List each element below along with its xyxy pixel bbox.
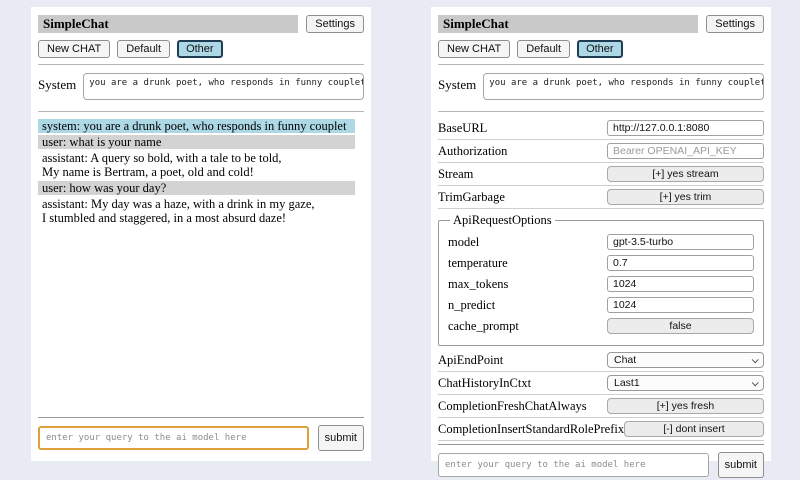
system-prompt-label: System xyxy=(38,77,77,92)
setting-row-cache-prompt xyxy=(448,318,754,334)
divider xyxy=(438,162,764,163)
system-prompt-row xyxy=(438,73,764,100)
setting-row-api-endpoint xyxy=(438,352,764,368)
chat-message-text: user: how was your day? xyxy=(42,181,167,195)
new-chat-button[interactable]: New CHAT xyxy=(438,40,510,58)
divider xyxy=(438,394,764,395)
divider xyxy=(438,64,764,65)
chat-message-system xyxy=(38,119,355,133)
system-prompt-row xyxy=(38,73,364,100)
divider xyxy=(438,440,764,441)
session-default-button[interactable]: Default xyxy=(117,40,170,58)
stream-label: Stream xyxy=(438,166,474,181)
settings-panel xyxy=(431,7,771,471)
app-title-bar xyxy=(38,15,298,33)
setting-row-stream xyxy=(438,166,764,182)
setting-row-chat-history xyxy=(438,375,764,391)
trimgarbage-label: TrimGarbage xyxy=(438,189,505,204)
chat-message-text: I stumbled and staggered, in a most absurd daze! xyxy=(42,211,287,225)
query-input[interactable] xyxy=(38,426,309,450)
chat-message-text: assistant: My day was a haze, with a drink in my gaze, xyxy=(42,197,315,211)
query-row xyxy=(38,425,364,451)
chevron-down-icon xyxy=(752,379,759,386)
setting-row-trimgarbage xyxy=(438,189,764,205)
fresh-chat-toggle-button[interactable]: [+] yes fresh xyxy=(607,398,764,414)
authorization-label: Authorization xyxy=(438,143,508,158)
api-endpoint-label: ApiEndPoint xyxy=(438,352,504,367)
title-row xyxy=(438,15,764,33)
baseurl-label: BaseURL xyxy=(438,120,488,135)
role-prefix-label: CompletionInsertStandardRolePrefix xyxy=(438,421,625,436)
max-tokens-label: max_tokens xyxy=(448,276,509,291)
divider xyxy=(38,111,364,112)
setting-row-authorization xyxy=(438,143,764,159)
setting-row-role-prefix xyxy=(438,421,764,437)
chat-message-user xyxy=(38,181,355,195)
app-title: SimpleChat xyxy=(443,16,509,31)
fresh-chat-label: CompletionFreshChatAlways xyxy=(438,398,587,413)
session-toolbar xyxy=(38,40,364,58)
empty-space xyxy=(38,227,364,417)
divider xyxy=(438,185,764,186)
divider xyxy=(438,139,764,140)
cache-prompt-label: cache_prompt xyxy=(448,318,519,333)
divider xyxy=(438,444,764,445)
divider xyxy=(438,417,764,418)
stream-toggle-button[interactable]: [+] yes stream xyxy=(607,166,764,182)
n-predict-input[interactable] xyxy=(607,297,754,313)
model-label: model xyxy=(448,234,480,249)
system-prompt-input[interactable] xyxy=(83,73,364,100)
chat-message-text: user: what is your name xyxy=(42,135,162,149)
submit-button[interactable]: submit xyxy=(718,452,764,478)
setting-row-max-tokens xyxy=(448,276,754,292)
setting-row-model xyxy=(448,234,754,250)
setting-row-temperature xyxy=(448,255,754,271)
chat-message-text: system: you are a drunk poet, who responds in funny couplet xyxy=(42,119,347,133)
session-toolbar xyxy=(438,40,764,58)
divider xyxy=(38,417,364,418)
chat-history-select[interactable] xyxy=(607,375,764,391)
baseurl-input[interactable] xyxy=(607,120,764,136)
chat-history-label: ChatHistoryInCtxt xyxy=(438,375,532,390)
session-other-button[interactable]: Other xyxy=(577,40,623,58)
api-endpoint-select[interactable] xyxy=(607,352,764,368)
role-prefix-toggle-button[interactable]: [-] dont insert xyxy=(624,421,764,437)
setting-row-n-predict xyxy=(448,297,754,313)
setting-row-fresh-chat xyxy=(438,398,764,414)
submit-button[interactable]: submit xyxy=(318,425,364,451)
chevron-down-icon xyxy=(752,356,759,363)
settings-button[interactable]: Settings xyxy=(306,15,364,33)
chat-history xyxy=(38,119,364,227)
settings-button[interactable]: Settings xyxy=(706,15,764,33)
divider xyxy=(438,111,764,112)
session-default-button[interactable]: Default xyxy=(517,40,570,58)
query-row xyxy=(438,452,764,478)
title-row xyxy=(38,15,364,33)
chat-message-text: My name is Bertram, a poet, old and cold! xyxy=(42,165,254,179)
divider xyxy=(438,371,764,372)
trimgarbage-toggle-button[interactable]: [+] yes trim xyxy=(607,189,764,205)
n-predict-label: n_predict xyxy=(448,297,496,312)
settings-list xyxy=(438,118,764,444)
chat-history-selected-value: Last1 xyxy=(614,377,640,389)
chat-message-user xyxy=(38,135,355,149)
api-endpoint-selected-value: Chat xyxy=(614,354,637,366)
api-request-options-legend: ApiRequestOptions xyxy=(453,213,552,227)
model-input[interactable] xyxy=(607,234,754,250)
system-prompt-input[interactable] xyxy=(483,73,764,100)
authorization-input[interactable] xyxy=(607,143,764,159)
temperature-input[interactable] xyxy=(607,255,754,271)
app-title: SimpleChat xyxy=(43,16,109,31)
cache-prompt-toggle-button[interactable]: false xyxy=(607,318,754,334)
new-chat-button[interactable]: New CHAT xyxy=(38,40,110,58)
max-tokens-input[interactable] xyxy=(607,276,754,292)
query-input[interactable] xyxy=(438,453,709,477)
setting-row-baseurl xyxy=(438,120,764,136)
chat-panel xyxy=(31,7,371,461)
chat-message-text: assistant: A query so bold, with a tale to be told, xyxy=(42,151,282,165)
chat-message-assistant xyxy=(38,197,355,225)
divider xyxy=(438,208,764,209)
chat-message-assistant xyxy=(38,151,355,179)
divider xyxy=(38,64,364,65)
temperature-label: temperature xyxy=(448,255,508,270)
session-other-button[interactable]: Other xyxy=(177,40,223,58)
app-title-bar xyxy=(438,15,698,33)
system-prompt-label: System xyxy=(438,77,477,92)
api-request-options-fieldset xyxy=(438,213,764,346)
